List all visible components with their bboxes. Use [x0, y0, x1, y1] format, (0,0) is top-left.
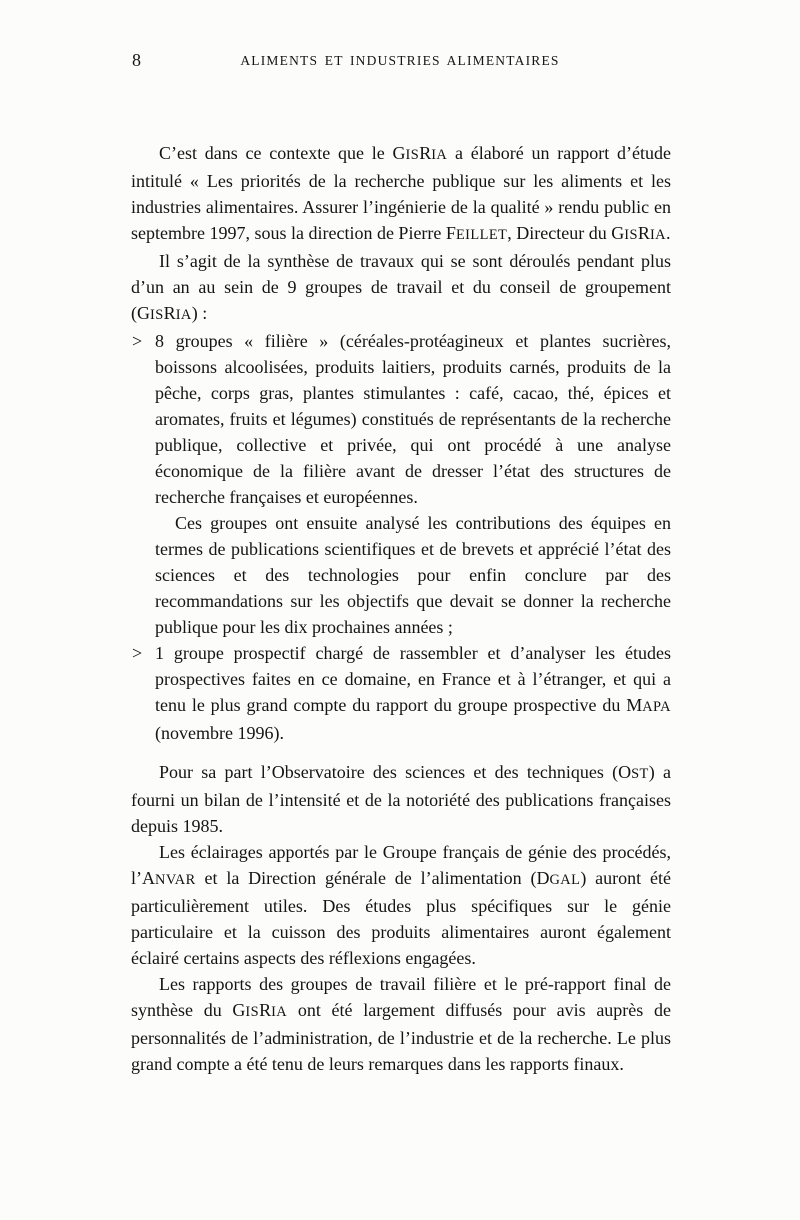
small-caps-text: IA [649, 227, 666, 243]
paragraph: Les éclairages apportés par le Groupe français de génie des procédés, l’ANVAR et la Direction générale de l’alimentation (DGAL) auront été particulièrement utiles. Des études plus spécifiques sur le génie particulaire et la cuisson des produits alimentaires auront également éclairé certains aspects des réflexions engagées. [131, 842, 671, 968]
small-caps-text: GAL [549, 872, 581, 888]
paragraph: Pour sa part l’Observatoire des sciences et des techniques (OST) a fourni un bilan de l’intensité et de la notoriété des publications françaises depuis 1985. [131, 762, 671, 836]
small-caps-text: IA [431, 147, 448, 163]
small-caps-text: NVAR [155, 872, 196, 888]
paragraph: Il s’agit de la synthèse de travaux qui se sont déroulés pendant plus d’un an au sein de 9 groupes de travail et du conseil de groupement (GISRIA) : [131, 251, 671, 323]
small-caps-text: EILLET [455, 227, 508, 243]
page-body [131, 140, 671, 1077]
list-marker: > [132, 331, 143, 351]
page-number: 8 [132, 50, 142, 70]
small-caps-text: IA [271, 1004, 288, 1020]
small-caps-text: IS [245, 1004, 260, 1020]
page-header [0, 50, 800, 74]
paragraph: C’est dans ce contexte que le GISRIA a élaboré un rapport d’étude intitulé « Les priorités de la recherche publique sur les aliments et les industries alimentaires. Assurer l’ingénierie de la qualité » rendu public en septembre 1997, sous la direction de Pierre FEILLET, Directeur du GISRIA. [131, 143, 671, 243]
list-item: > 8 groupes « filière » (céréales-protéagineux et plantes sucrières, boissons alcoolisées, produits laitiers, produits carnés, produits de la pêche, corps gras, plantes stimulantes : café, cacao, thé, épices et aromates, fruits et légumes) constitués de représentants de la recherche publique, collective et privée, qui ont procédé à une analyse économique de la filière avant de dresser l’état des structures de recherche françaises et européennes. [131, 328, 671, 510]
running-title: ALIMENTS ET INDUSTRIES ALIMENTAIRES [240, 53, 560, 68]
small-caps-text: IS [405, 147, 420, 163]
list-item: > 1 groupe prospectif chargé de rassembler et d’analyser les études prospectives faites en ce domaine, en France et à l’étranger, et qui a tenu le plus grand compte du rapport du groupe prospective du MAPA (novembre 1996). [131, 640, 671, 746]
paragraph: Les rapports des groupes de travail filière et le pré-rapport final de synthèse du GISRIA ont été largement diffusés pour avis auprès de personnalités de l’administration, de l’industrie et de la recherche. Le plus grand compte a été tenu de leurs remarques dans les rapports finaux. [131, 974, 671, 1074]
small-caps-text: ST [631, 766, 649, 782]
list-item: Ces groupes ont ensuite analysé les contributions des équipes en termes de publications scientifiques et de brevets et apprécié l’état des sciences et des technologies pour enfin conclure par des recommandations sur les objectifs que devait se donner la recherche publique pour les dix prochaines années ; [155, 513, 671, 637]
small-caps-text: APA [642, 699, 671, 715]
small-caps-text: IS [624, 227, 638, 243]
small-caps-text: IA [175, 307, 192, 323]
list-marker: > [132, 643, 143, 663]
small-caps-text: IS [150, 307, 164, 323]
